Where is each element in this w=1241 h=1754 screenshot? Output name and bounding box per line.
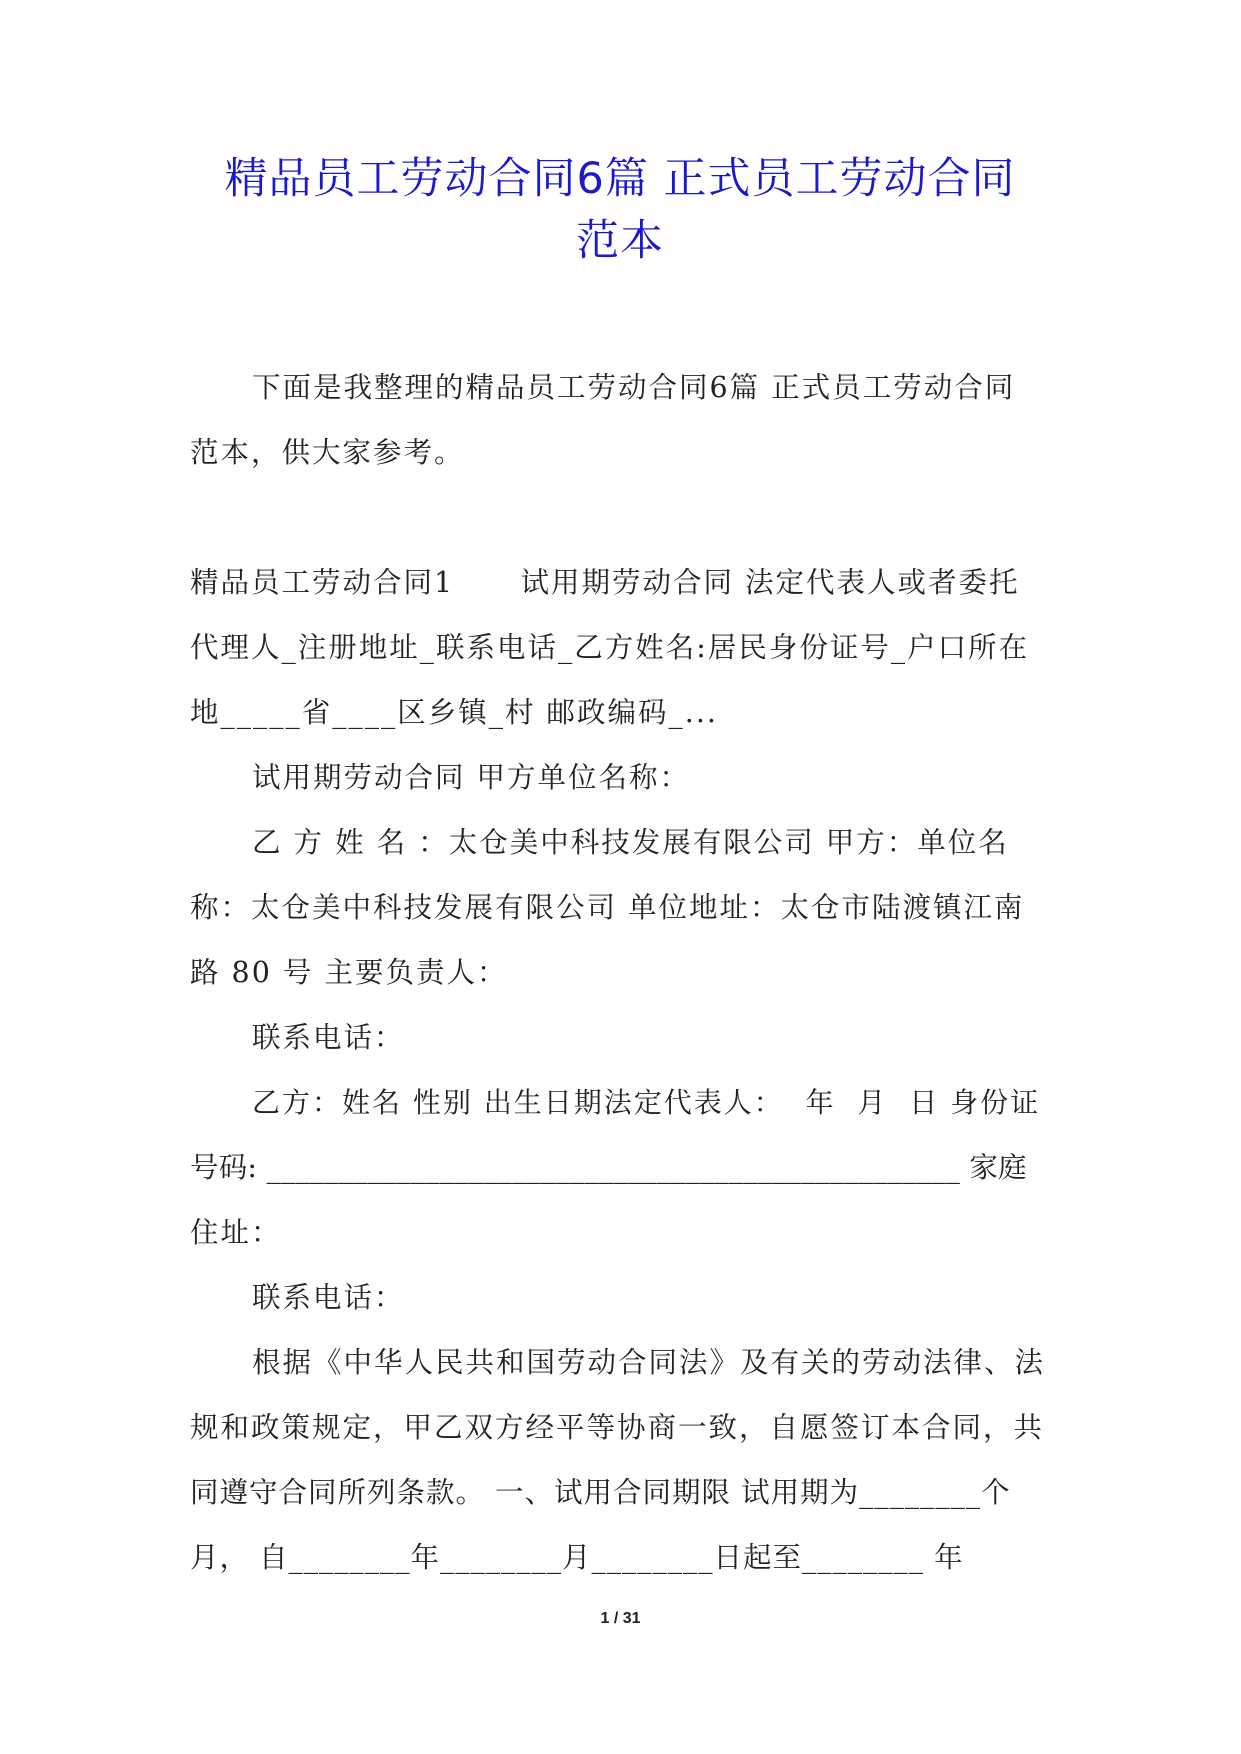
document-title [150,148,1090,272]
contract-line-13: 根据《中华人民共和国劳动合同法》及有关的劳动法律、法 [252,1346,1046,1379]
title-line-2: 范本 [576,216,664,266]
contract-line-4: 试用期劳动合同 甲方单位名称： [252,761,691,794]
contract-line-2: 代理人_注册地址_联系电话_乙方姓名:居民身份证号_户口所在 [190,631,1030,664]
document-body [190,355,1052,1590]
contract-line-7: 路 80 号 主要负责人： [190,956,508,989]
contract-line-8: 联系电话： [252,1021,405,1054]
intro-line-1: 下面是我整理的精品员工劳动合同6篇 正式员工劳动合同 [252,371,1016,404]
contract-line-15: 同遵守合同所列条款。 一、试用合同期限 试用期为________个 [190,1476,1011,1509]
title-line-1: 精品员工劳动合同6篇 正式员工劳动合同 [224,154,1016,204]
contract-line-12: 联系电话： [252,1281,405,1314]
contract-line-11: 住址： [190,1216,282,1249]
contract-line-3: 地_____省____区乡镇_村 邮政编码_... [190,696,718,729]
page-number: 1 / 31 [600,1610,641,1627]
contract-line-9: 乙方：姓名 性别 出生日期法定代表人： 年 月 日 身份证 [252,1086,1041,1119]
intro-line-2: 范本，供大家参考。 [190,436,465,469]
contract-line-5: 乙 方 姓 名 ：太仓美中科技发展有限公司 甲方：单位名 [252,826,1009,859]
contract-line-1: 精品员工劳动合同1 试用期劳动合同 法定代表人或者委托 [190,566,1020,599]
contract-line-14: 规和政策规定，甲乙双方经平等协商一致，自愿签订本合同，共 [190,1411,1045,1444]
contract-line-6: 称：太仓美中科技发展有限公司 单位地址：太仓市陆渡镇江南 [190,891,1025,924]
contract-line-10: 号码: ________________________________________________ 家庭 [190,1151,1027,1184]
contract-line-16: 月， 自________年________月________日起至________ 年 [190,1541,964,1574]
